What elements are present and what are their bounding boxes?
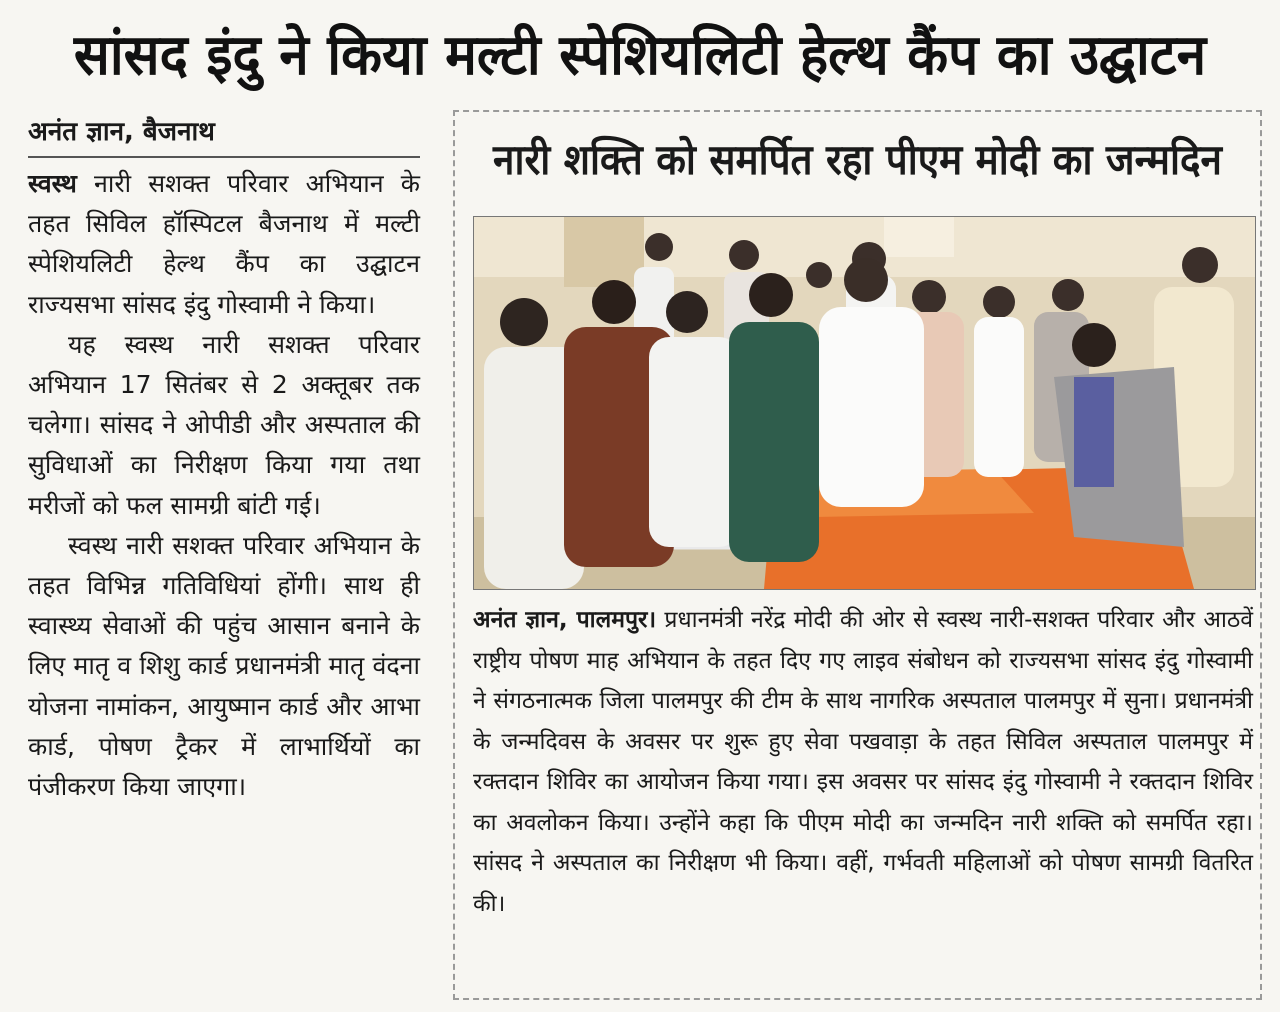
news-photo [473, 216, 1256, 590]
right-paragraph-text: प्रधानमंत्री नरेंद्र मोदी की ओर से स्वस्थ नारी-सशक्त परिवार और आठवें राष्ट्रीय पोषण माह अभियान के तहत दिए गए लाइव संबोधन को राज्यसभा सांसद इंदु गोस्वामी ने संगठनात्मक जिला पालमपुर की टीम के साथ नागरिक अस्पताल पालमपुर में सुना। प्रधानमंत्री के जन्मदिवस के अवसर पर शुरू हुए सेवा पखवाड़ा के तहत सिविल अस्पताल पालमपुर में रक्तदान शिविर का आयोजन किया गया। इस अवसर पर सांसद इंदु गोस्वामी ने रक्तदान शिविर का अवलोकन किया। उन्होंने कहा कि पीएम मोदी का जन्मदिन नारी शक्ति को समर्पित रहा। सांसद ने अस्पताल का निरीक्षण भी किया। वहीं, गर्भवती महिलाओं को पोषण सामग्री वितरित की। [473, 607, 1253, 917]
left-paragraph-3: स्वस्थ नारी सशक्त परिवार अभियान के तहत विभिन्न गतिविधियां होंगी। साथ ही स्वास्थ्य सेवाओं की पहुंच आसान बनाने के लिए मातृ व शिशु कार्ड प्रधानमंत्री मातृ वंदना योजना नामांकन, आयुष्मान कार्ड और आभा कार्ड, पोषण ट्रैकर में लाभार्थियों का पंजीकरण किया जाएगा। [28, 530, 420, 802]
right-article-body [473, 600, 1253, 924]
left-byline: अनंत ज्ञान, बैजनाथ [28, 112, 420, 158]
left-article [28, 112, 420, 1007]
headline: सांसद इंदु ने किया मल्टी स्पेशियलिटी हेल्थ कैंप का उद्घाटन [73, 23, 1207, 88]
right-byline: अनंत ज्ञान, पालमपुर। [473, 607, 657, 633]
hospital-ward-photo [474, 217, 1255, 589]
left-paragraph-1-text: नारी सशक्त परिवार अभियान के तहत सिविल हॉस्पिटल बैजनाथ में मल्टी स्पेशियलिटी हेल्थ कैंप का उद्घाटन राज्यसभा सांसद इंदु गोस्वामी ने किया। [28, 169, 420, 319]
left-paragraph-2: यह स्वस्थ नारी सशक्त परिवार अभियान 17 सितंबर से 2 अक्तूबर तक चलेगा। सांसद ने ओपीडी और अस्पताल की सुविधाओं का निरीक्षण किया गया तथा मरीजों को फल सामग्री बांटी गई। [28, 329, 420, 520]
left-article-body [28, 164, 420, 807]
sub-headline: नारी शक्ति को समर्पित रहा पीएम मोदी का जन्मदिन [493, 135, 1222, 184]
left-paragraph-1 [28, 164, 420, 325]
right-paragraph [473, 600, 1253, 924]
lead-word: स्वस्थ [28, 169, 77, 198]
right-article-box [453, 110, 1262, 1000]
